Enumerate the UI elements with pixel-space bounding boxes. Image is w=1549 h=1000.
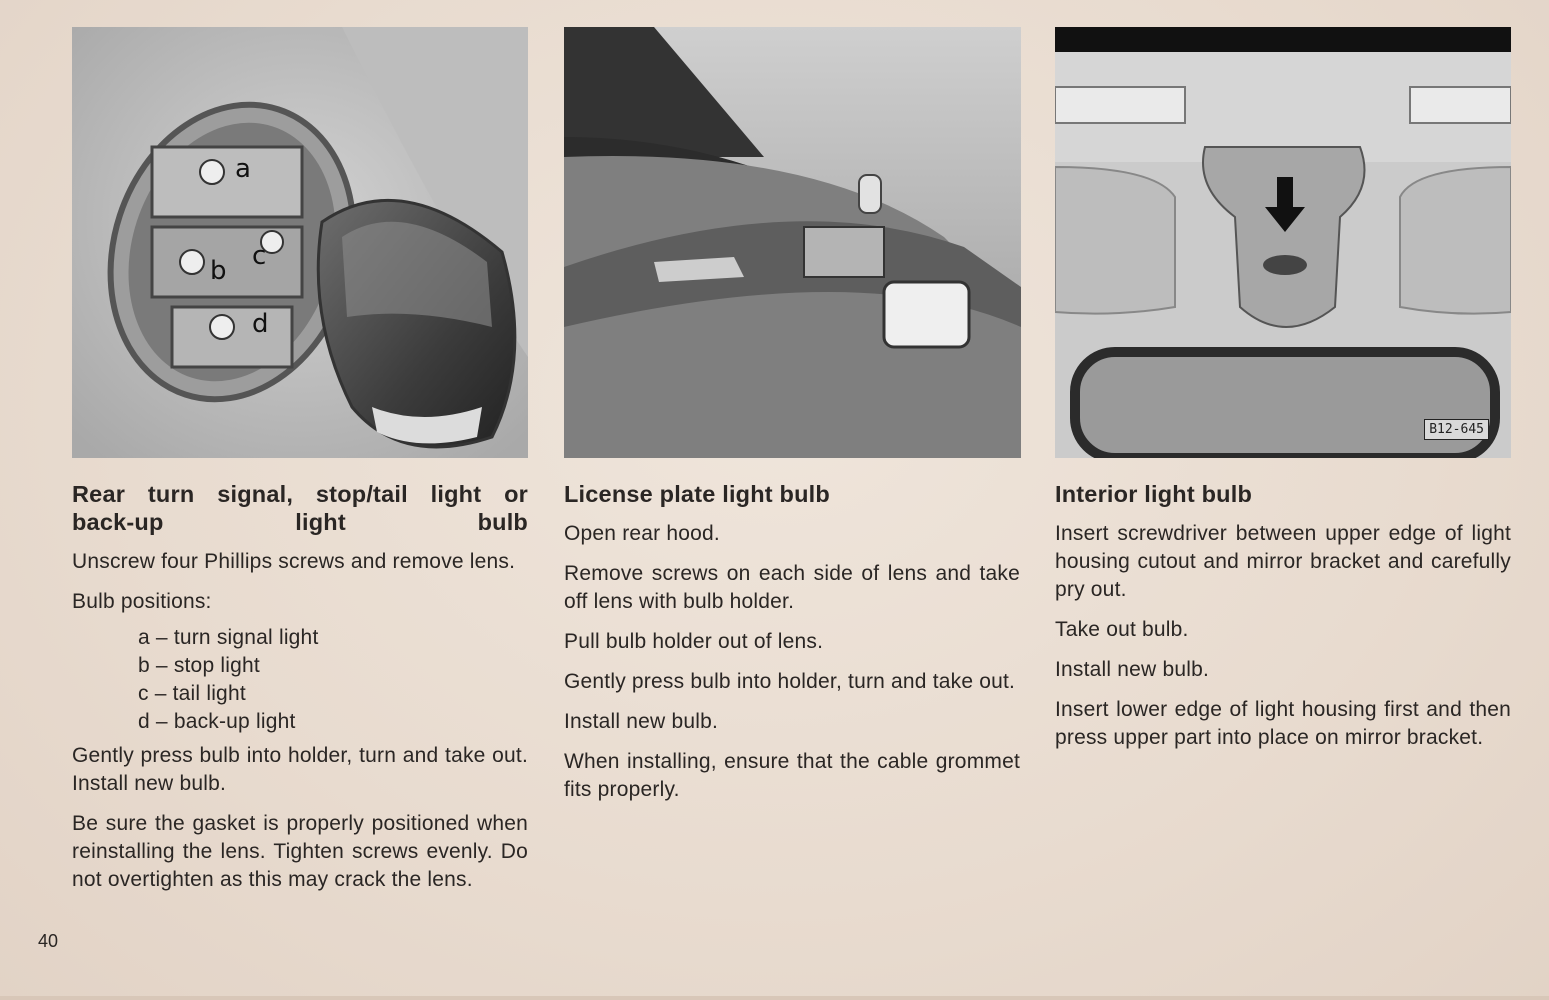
license-step: Install new bulb. [564,710,718,733]
interior-light-title: Interior light bulb [1055,481,1252,507]
label-a: a [235,154,251,184]
license-step: Pull bulb holder out of lens. [564,630,824,653]
license-step: Remove screws on each side of lens and take off lens with bulb holder. [564,562,1020,613]
rear-light-photo [72,27,528,458]
rear-light-step-1: Unscrew four Phillips screws and remove lens. [72,550,516,573]
rear-light-section [72,480,528,906]
rear-light-title-line1: Rear turn signal, stop/tail light or [72,481,528,507]
list-item: a – turn signal light [138,626,319,649]
label-d: d [252,309,269,339]
interior-light-photo [1055,27,1511,458]
list-item: b – stop light [138,654,260,677]
rear-light-step-3: Be sure the gasket is properly positioned when reinstalling the lens. Tighten screws evenly. Do not overtighten as this may crack the lens. [72,812,528,891]
bulb-positions-list [138,624,528,736]
list-item: c – tail light [138,682,246,705]
license-step: Open rear hood. [564,522,720,545]
interior-step: Insert screwdriver between upper edge of light housing cutout and mirror bracket and carefully pry out. [1055,522,1511,601]
figure-code: B12-645 [1424,419,1489,440]
list-item: d – back-up light [138,710,296,733]
license-light-section [564,480,1020,816]
rear-light-title-line2: back-up light bulb [72,509,528,535]
rear-light-title [72,480,528,536]
label-c: c [252,241,267,271]
bulb-positions-label: Bulb positions: [72,590,212,613]
page-number: 40 [38,931,59,951]
license-light-title: License plate light bulb [564,481,830,507]
license-step: Gently press bulb into holder, turn and take out. [564,670,1016,693]
license-step: When installing, ensure that the cable grommet fits properly. [564,750,1020,801]
interior-light-section [1055,480,1511,764]
page-edge [0,996,1549,1000]
rear-light-step-2: Gently press bulb into holder, turn and take out. Install new bulb. [72,744,528,795]
interior-step: Insert lower edge of light housing first and then press upper part into place on mirror bracket. [1055,698,1511,749]
interior-step: Take out bulb. [1055,618,1189,641]
license-plate-light-photo [564,27,1021,458]
interior-step: Install new bulb. [1055,658,1209,681]
label-b: b [210,256,227,286]
